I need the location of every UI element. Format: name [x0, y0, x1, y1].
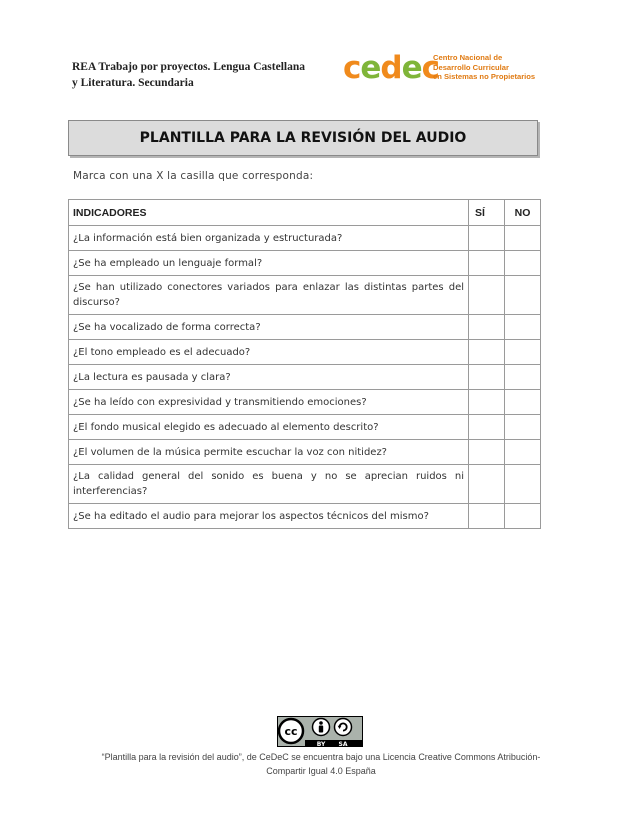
- table-row: [69, 276, 541, 315]
- page-title: PLANTILLA PARA LA REVISIÓN DEL AUDIO: [68, 120, 538, 156]
- no-checkbox-cell[interactable]: [505, 315, 541, 340]
- indicator-text: ¿La información está bien organizada y estructurada?: [69, 226, 469, 251]
- yes-checkbox-cell[interactable]: [469, 276, 505, 315]
- yes-checkbox-cell[interactable]: [469, 415, 505, 440]
- indicator-text: ¿Se ha empleado un lenguaje formal?: [69, 251, 469, 276]
- badge-label-bar: [305, 740, 362, 747]
- indicator-text: ¿Se ha leído con expresividad y transmitiendo emociones?: [69, 390, 469, 415]
- header-no: NO: [505, 200, 541, 226]
- indicator-text: ¿La lectura es pausada y clara?: [69, 365, 469, 390]
- yes-checkbox-cell[interactable]: [469, 365, 505, 390]
- by-label: BY: [316, 741, 326, 747]
- table-header-row: [69, 200, 541, 226]
- table-row: [69, 226, 541, 251]
- license-footer: [80, 750, 562, 778]
- logo-wordmark: cedec: [343, 50, 440, 86]
- yes-checkbox-cell[interactable]: [469, 465, 505, 504]
- yes-checkbox-cell[interactable]: [469, 315, 505, 340]
- header-yes: SÍ: [469, 200, 505, 226]
- no-checkbox-cell[interactable]: [505, 226, 541, 251]
- table-row: [69, 340, 541, 365]
- cc-by-sa-badge[interactable]: [277, 716, 363, 747]
- yes-checkbox-cell[interactable]: [469, 340, 505, 365]
- sa-label: SA: [338, 741, 348, 747]
- table-row: [69, 504, 541, 529]
- yes-checkbox-cell[interactable]: [469, 390, 505, 415]
- license-line-1: “Plantilla para la revisión del audio”, de CeDeC se encuentra bajo una Licencia Creative Commons Atribución-: [101, 752, 541, 762]
- cc-logo-text: cc: [284, 725, 298, 738]
- no-checkbox-cell[interactable]: [505, 415, 541, 440]
- indicator-text: ¿El tono empleado es el adecuado?: [69, 340, 469, 365]
- table-row: [69, 415, 541, 440]
- table-row: [69, 315, 541, 340]
- yes-checkbox-cell[interactable]: [469, 504, 505, 529]
- instruction-text: Marca con una X la casilla que corresponda:: [73, 170, 314, 182]
- logo-subtitle: Centro Nacional de Desarrollo Curricular en Sistemas no Propietarios: [433, 53, 536, 81]
- indicator-text: ¿El volumen de la música permite escuchar la voz con nitidez?: [69, 440, 469, 465]
- header-indicators: INDICADORES: [69, 200, 469, 226]
- indicator-text: ¿Se ha vocalizado de forma correcta?: [69, 315, 469, 340]
- table-row: [69, 440, 541, 465]
- indicators-table: [68, 199, 541, 529]
- no-checkbox-cell[interactable]: [505, 440, 541, 465]
- table-row: [69, 390, 541, 415]
- table-row: [69, 365, 541, 390]
- document-header: [72, 59, 332, 91]
- no-checkbox-cell[interactable]: [505, 504, 541, 529]
- table-row: [69, 251, 541, 276]
- indicator-text: ¿Se han utilizado conectores variados para enlazar las distintas partes del discurso?: [69, 276, 469, 315]
- yes-checkbox-cell[interactable]: [469, 251, 505, 276]
- no-checkbox-cell[interactable]: [505, 340, 541, 365]
- indicator-text: ¿La calidad general del sonido es buena y no se aprecian ruidos ni interferencias?: [69, 465, 469, 504]
- no-checkbox-cell[interactable]: [505, 365, 541, 390]
- table-row: [69, 465, 541, 504]
- cedec-logo: [343, 50, 543, 90]
- license-line-2: Compartir Igual 4.0 España: [266, 766, 376, 776]
- header-line-2: y Literatura. Secundaria: [72, 77, 194, 89]
- no-checkbox-cell[interactable]: [505, 276, 541, 315]
- indicator-text: ¿El fondo musical elegido es adecuado al elemento descrito?: [69, 415, 469, 440]
- no-checkbox-cell[interactable]: [505, 465, 541, 504]
- indicator-text: ¿Se ha editado el audio para mejorar los aspectos técnicos del mismo?: [69, 504, 469, 529]
- yes-checkbox-cell[interactable]: [469, 440, 505, 465]
- share-alike-icon: [335, 719, 352, 736]
- no-checkbox-cell[interactable]: [505, 251, 541, 276]
- yes-checkbox-cell[interactable]: [469, 226, 505, 251]
- no-checkbox-cell[interactable]: [505, 390, 541, 415]
- header-line-1: REA Trabajo por proyectos. Lengua Castellana: [72, 61, 305, 73]
